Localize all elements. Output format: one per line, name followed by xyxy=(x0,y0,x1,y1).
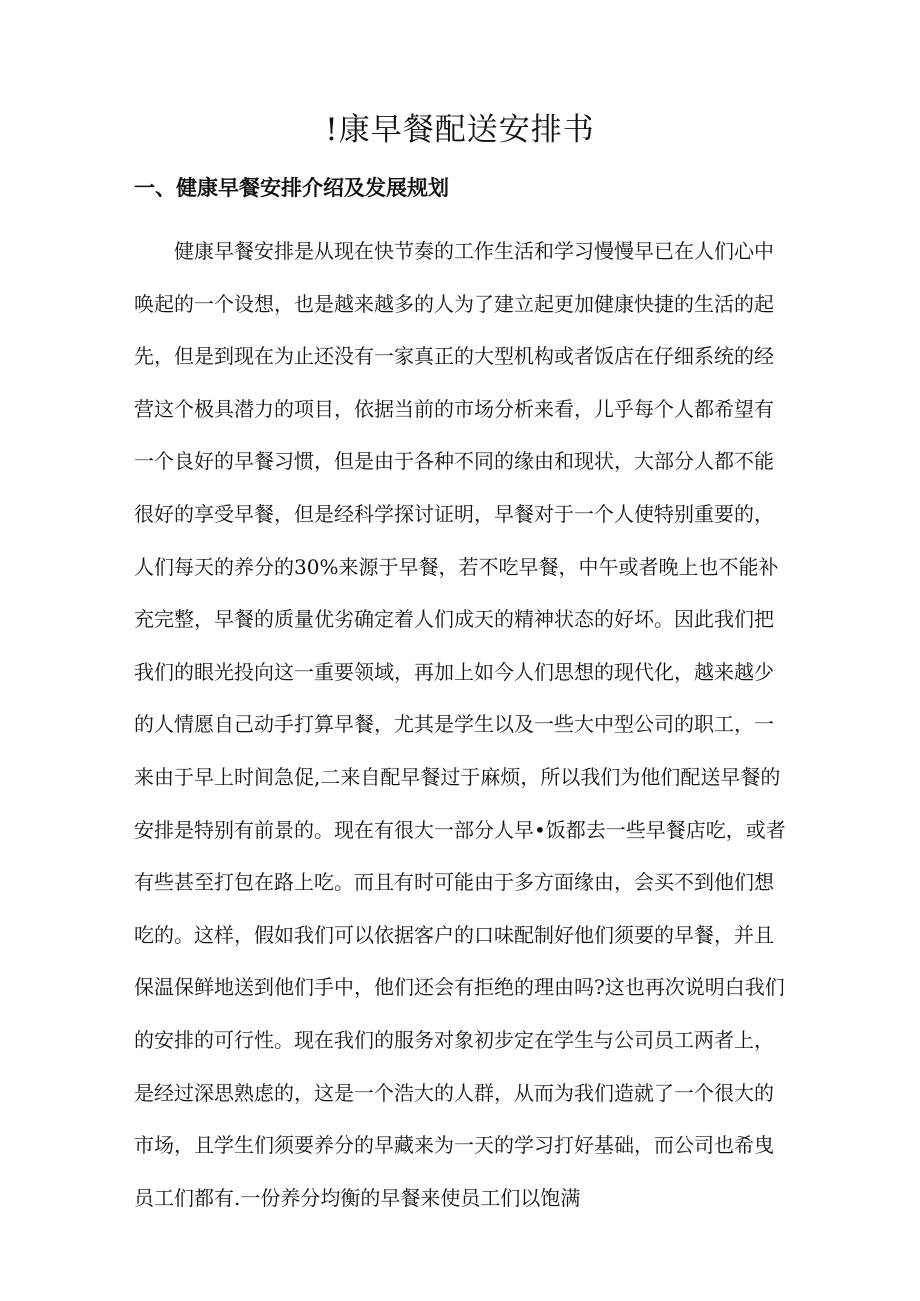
paragraph-line: 保温保鲜地送到他们手中，他们还会有拒绝的理由吗?这也再次说明白我们 xyxy=(134,975,785,1000)
paragraph-line: 充完整，早餐的质量优劣确定着人们成天的精神状态的好坏。因此我们把 xyxy=(134,607,774,632)
paragraph-line: 先，但是到现在为止还没有一家真正的大型机构或者饭店在仔细系统的经 xyxy=(134,344,774,369)
paragraph-line: 有些甚至打包在路上吃。而且有时可能由于多方面缘由，会买不到他们想 xyxy=(134,870,774,895)
body-paragraph xyxy=(134,233,794,1232)
paragraph-line: 的安排的可行性。现在我们的服务对象初步定在学生与公司员工两者上， xyxy=(134,1027,774,1052)
paragraph-line: 市场，且学生们须要养分的早藏来为一天的学习打好基础，而公司也希曳 xyxy=(134,1133,774,1158)
document-title: !康早餐配送安排书 xyxy=(325,112,595,148)
section-heading: 一、健康早餐安排介绍及发展规划 xyxy=(134,176,449,200)
paragraph-line: 营这个极具潜力的项目，依据当前的市场分析来看，儿乎每个人都希望有 xyxy=(134,396,774,421)
paragraph-line: 人们每天的养分的30%来源于早餐，若不吃早餐，中午或者晚上也不能补 xyxy=(134,554,779,579)
paragraph-line: 我们的眼光投向这一重要领域，再加上如今人们思想的现代化，越来越少 xyxy=(134,659,774,684)
paragraph-line: 是经过深思熟虑的，这是一个浩大的人群，从而为我们造就了一个很大的 xyxy=(134,1080,774,1105)
paragraph-line: 安排是特别有前景的。现在有很大一部分人早•饭都去一些早餐店吃，或者 xyxy=(134,817,786,842)
paragraph-line: 员工们都有.一份养分均衡的早餐来使员工们以饱满 xyxy=(134,1185,581,1210)
paragraph-line: 唤起的一个设想，也是越来越多的人为了建立起更加健康快捷的生活的起 xyxy=(134,291,774,316)
paragraph-line: 健康早餐安排是从现在快节奏的工作生活和学习慢慢早已在人们心中 xyxy=(174,239,774,263)
paragraph-line: 的人情愿自己动手打算早餐，尤其是学生以及一些大中型公司的职工，一 xyxy=(134,712,774,737)
paragraph-line: 来由于早上时间急促,二来自配早餐过于麻烦，所以我们为他们配送早餐的 xyxy=(134,764,781,789)
paragraph-line: 很好的享受早餐，但是经科学探讨证明，早餐对于一个人使特别重要的， xyxy=(134,501,774,526)
paragraph-line: 吃的。这样，假如我们可以依据客户的口味配制好他们须要的早餐，并且 xyxy=(134,922,774,947)
paragraph-line: 一个良好的早餐习惯，但是由于各种不同的缘由和现状，大部分人都不能 xyxy=(134,449,774,474)
